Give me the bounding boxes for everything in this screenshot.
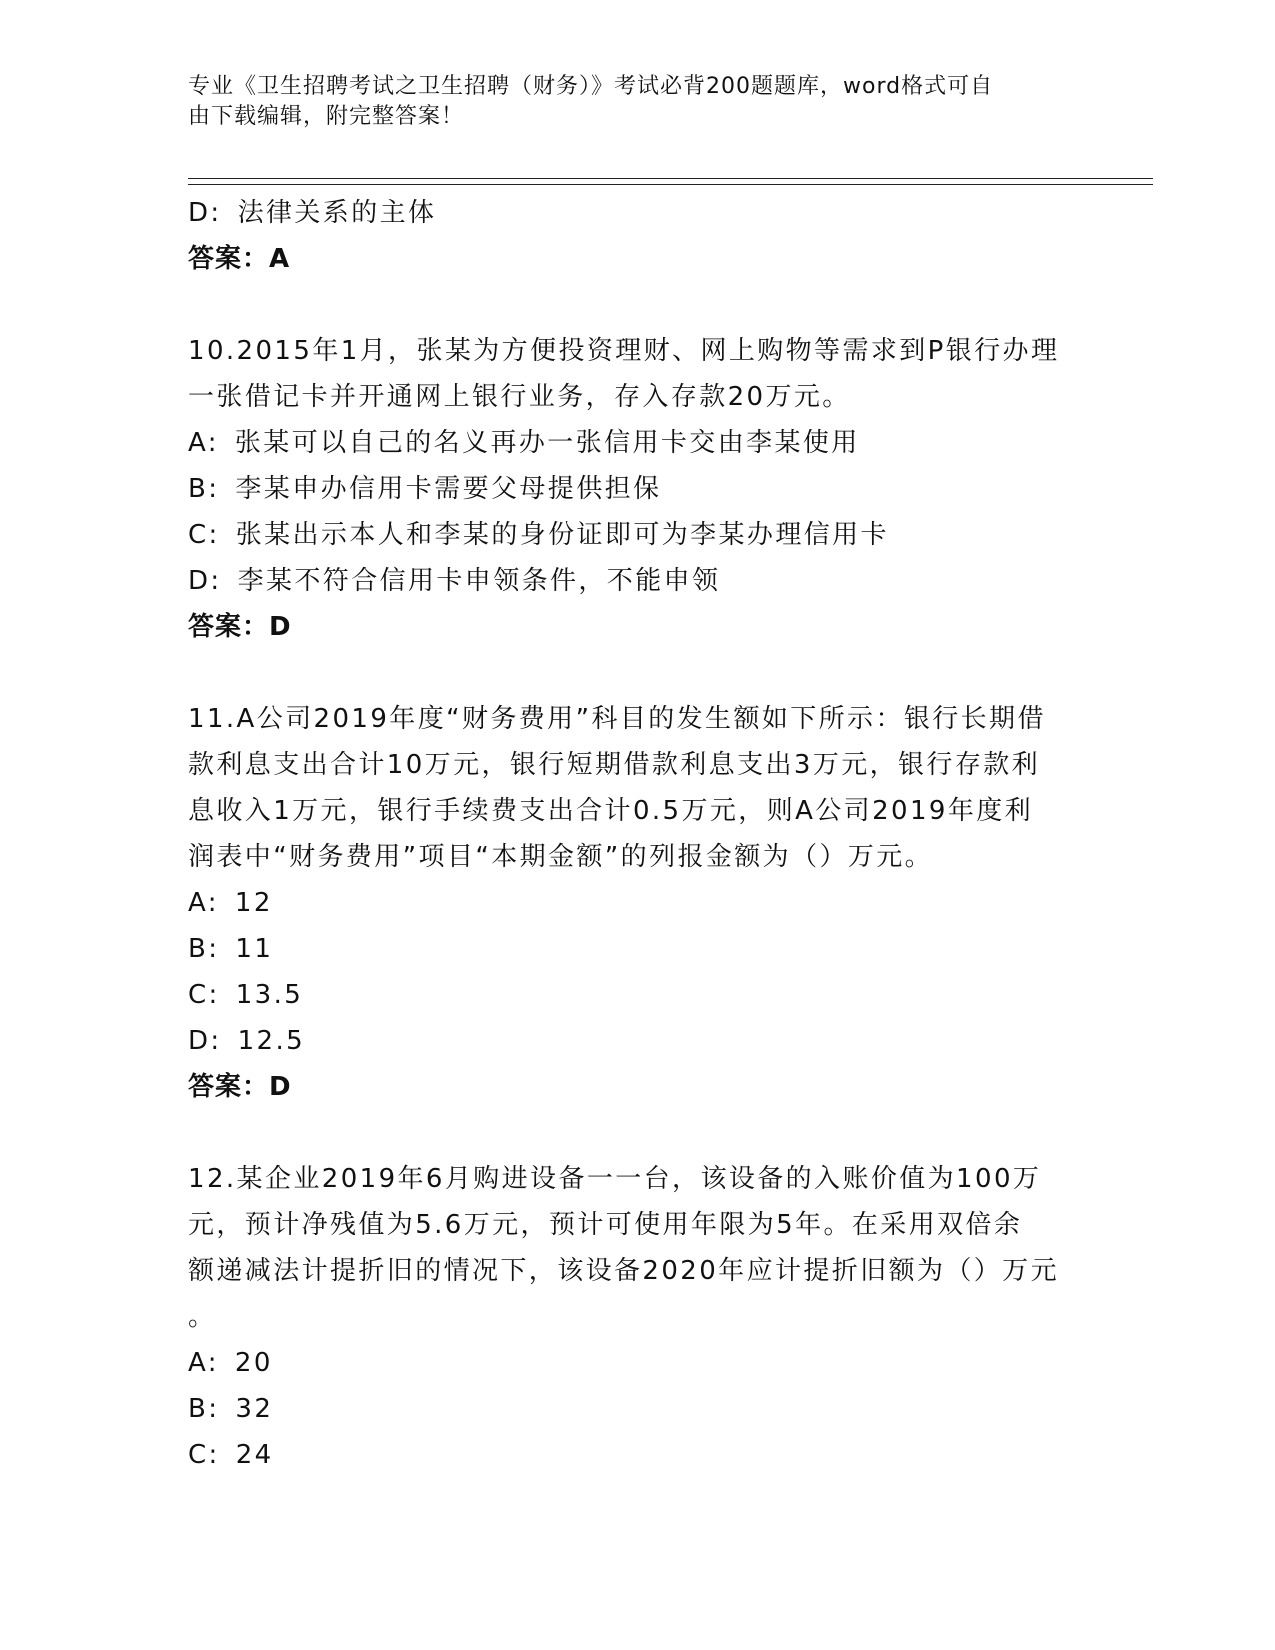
question-10-option-b [188,466,1088,512]
stem-line: 额递减法计提折旧的情况下，该设备2020年应计提折旧额为（）万元 [188,1256,1059,1286]
question-11-option-d [188,1018,1088,1064]
stem-line: 11.A公司2019年度“财务费用”科目的发生额如下所示：银行长期借 [188,704,1046,734]
option-label: D: [188,1026,222,1056]
option-text: 24 [235,1440,274,1470]
stem-line: 润表中“财务费用”项目“本期金额”的列报金额为（）万元。 [188,842,934,872]
stem-line: 。 [188,1302,217,1332]
page-header [188,72,1068,132]
option-label: D: [188,198,222,228]
stem-line: 元，预计净残值为5.6万元，预计可使用年限为5年。在采用双倍余 [188,1210,1023,1240]
stem-line: 款利息支出合计10万元，银行短期借款利息支出3万元，银行存款利 [188,750,1041,780]
option-label: C: [188,1440,220,1470]
option-text: 11 [235,934,274,964]
stem-line: 10.2015年1月，张某为方便投资理财、网上购物等需求到P银行办理 [188,336,1060,366]
option-text: 法律关系的主体 [237,198,437,228]
question-11-option-a [188,880,1088,926]
question-11-option-c [188,972,1088,1018]
question-10-option-c [188,512,1088,558]
question-11-option-b [188,926,1088,972]
option-text: 12.5 [237,1026,306,1056]
option-text: 32 [235,1394,274,1424]
question-12-option-b [188,1386,1088,1432]
header-line-2: 由下载编辑，附完整答案！ [188,104,465,129]
question-11-stem [188,696,1068,880]
option-label: A: [188,1348,219,1378]
prev-option-d [188,190,1088,236]
question-content [188,190,1088,1478]
spacer [188,650,1088,696]
question-12-option-c [188,1432,1088,1478]
option-label: A: [188,888,219,918]
question-12-option-a [188,1340,1088,1386]
header-divider-top [188,178,1153,179]
option-text: 20 [234,1348,273,1378]
question-10-answer: 答案：D [188,612,292,642]
option-text: 李某不符合信用卡申领条件，不能申领 [237,566,721,596]
spacer [188,282,1088,328]
option-text: 张某出示本人和李某的身份证即可为李某办理信用卡 [235,520,889,550]
option-text: 李某申办信用卡需要父母提供担保 [235,474,662,504]
option-label: C: [188,980,220,1010]
header-divider-bottom [188,184,1153,185]
option-label: C: [188,520,220,550]
option-label: D: [188,566,222,596]
question-10-option-d [188,558,1088,604]
option-text: 12 [234,888,273,918]
option-label: B: [188,934,220,964]
stem-line: 一张借记卡并开通网上银行业务，存入存款20万元。 [188,382,851,412]
question-12-stem [188,1156,1068,1340]
stem-line: 12.某企业2019年6月购进设备一一台，该设备的入账价值为100万 [188,1164,1042,1194]
option-text: 13.5 [235,980,304,1010]
question-10-stem [188,328,1068,420]
stem-line: 息收入1万元，银行手续费支出合计0.5万元，则A公司2019年度利 [188,796,1034,826]
option-label: A: [188,428,219,458]
prev-answer: 答案：A [188,244,291,274]
spacer [188,1110,1088,1156]
header-line-1: 专业《卫生招聘考试之卫生招聘（财务）》考试必背200题题库，word格式可自 [188,74,994,99]
option-text: 张某可以自己的名义再办一张信用卡交由李某使用 [234,428,860,458]
option-label: B: [188,1394,220,1424]
question-10-option-a [188,420,1088,466]
option-label: B: [188,474,220,504]
question-11-answer: 答案：D [188,1072,292,1102]
